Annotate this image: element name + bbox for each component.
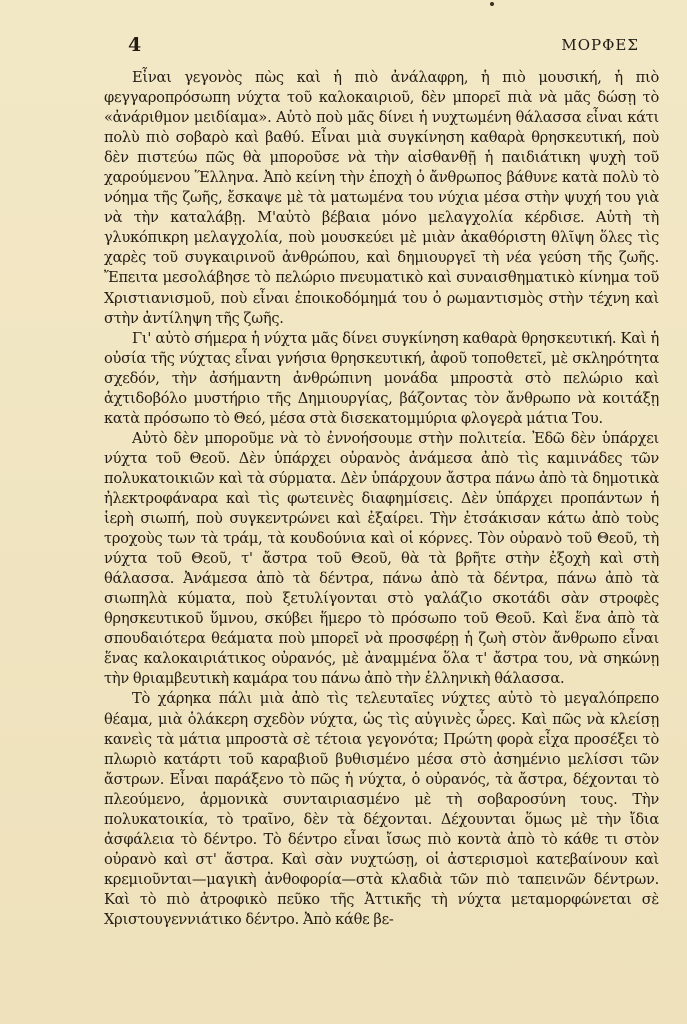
print-speck xyxy=(490,2,494,6)
paragraph-1: Εἶναι γεγονὸς πὼς καὶ ἡ πιὸ ἀνάλαφρη, ἡ πιὸ μουσική, ἡ πιὸ φεγγαροπρόσωπη νύχτα τοῦ καλοκαιριοῦ, δὲν μπορεῖ πιὰ νὰ μᾶς δώσῃ τὸ «ἀνάριθμον μειδίαμα». Αὐτὸ ποὺ μᾶς δίνει ἡ νυχτωμένη θάλασσα εἶναι κάτι πολὺ πιὸ σοβαρὸ καὶ βαθύ. Εἶναι μιὰ συγκίνηση καθαρὰ θρησκευτική, ποὺ δὲν πιστεύω πῶς θὰ μποροῦσε νὰ τὴν αἰσθανθῇ ἡ παιδιάτικη ψυχὴ τοῦ χαρούμενου Ἕλληνα. Ἀπὸ κείνη τὴν ἐποχὴ ὁ ἄνθρωπος βάθυνε κατὰ πολὺ τὸ νόημα τῆς ζωῆς, ἔσκαψε μὲ τὰ ματωμένα του νύχια μέσα στὴν ψυχή του γιὰ νὰ τὴν καταλάβῃ. Μ'αὐτὸ βέβαια μόνο μελαγχολία κέρδισε. Αὐτὴ τὴ γλυκόπικρη μελαγχολία, ποὺ μουσκεύει μὲ μιὰν ἀκαθόριστη θλῖψη ὅλες τὶς χαρὲς τοῦ συγκαιρινοῦ ἀνθρώπου, καὶ δημιουργεῖ τὴ νέα γεύση τῆς ζωῆς. Ἔπειτα μεσολάβησε τὸ πελώριο πνευματικὸ καὶ συναισθηματικὸ κίνημα τοῦ Χριστιανισμοῦ, ποὺ εἶναι ἐποικοδόμημά του ὁ ρωμαντισμὸς στὴν τέχνη καὶ στὴν ἀντίληψη τῆς ζωῆς. xyxy=(104,69,659,327)
body-text xyxy=(104,68,659,930)
paragraph-2: Γι' αὐτὸ σήμερα ἡ νύχτα μᾶς δίνει συγκίνηση καθαρὰ θρησκευτική. Καὶ ἡ οὐσία τῆς νύχτας εἶναι γνήσια θρησκευτική, ἀφοῦ τοποθετεῖ, μὲ σκληρότητα σχεδόν, τὴν ἀσήμαντη ἀνθρώπινη μονάδα μπροστὰ στὸ πελώριο καὶ ἀχτιδοβόλο μυστήριο τῆς Δημιουργίας, βάζοντας τὸν ἄνθρωπο νὰ κοιτάξῃ κατὰ πρόσωπο τὸ Θεό, μέσα στὰ δισεκατομμύρια φλογερὰ μάτια Του. xyxy=(104,329,659,427)
page-number: 4 xyxy=(128,34,142,56)
paragraph-4: Τὸ χάρηκα πάλι μιὰ ἀπὸ τὶς τελευταῖες νύχτες αὐτὸ τὸ μεγαλόπρεπο θέαμα, μιὰ ὁλάκερη σχεδὸν νύχτα, ὡς τὶς αὐγινὲς ὧρες. Καὶ πῶς νὰ κλείσῃ κανεὶς τὰ μάτια μπροστὰ σὲ τέτοια γεγονότα; Πρώτη φορὰ εἶχα προσέξει τὸ πλωριὸ κατάρτι τοῦ καραβιοῦ βυθισμένο μέσα στὸ ἀσημένιο μελίσσι τῶν ἄστρων. Εἶναι παράξενο τὸ πῶς ἡ νύχτα, ὁ οὐρανός, τὰ ἄστρα, δέχονται τὸ πλεούμενο, ἁρμονικὰ συνταιριασμένο μὲ τὴ σοβαροσύνη τους. Τὴν πολυκατοικία, τὸ τραῖνο, δὲν τὰ δέχονται. Δέχουνται ὅμως μὲ τὴν ἴδια ἀσφάλεια τὸ δέντρο. Τὸ δέντρο εἶναι ἴσως πιὸ κοντὰ ἀπὸ τὸ κάθε τι στὸν οὐρανὸ καὶ στ' ἄστρα. Καὶ σὰν νυχτώσῃ, οἱ ἀστερισμοὶ κατεβαίνουν καὶ κρεμιοῦνται—μαγικὴ ἀνθοφορία—στὰ κλαδιὰ τῶν πιὸ ταπεινῶν δέντρων. Καὶ τὸ πιὸ ἀτροφικὸ πεῦκο τῆς Ἀττικῆς τὴ νύχτα μεταμορφώνεται σὲ Χριστουγεννιάτικο δέντρο. Ἀπὸ κάθε βε- xyxy=(104,690,659,928)
running-title: ΜΟΡΦΕΣ xyxy=(561,36,639,54)
page-header xyxy=(128,34,639,58)
paragraph-3: Αὐτὸ δὲν μποροῦμε νὰ τὸ ἐννοήσουμε στὴν πολιτεία. Ἐδῶ δὲν ὑπάρχει νύχτα τοῦ Θεοῦ. Δὲν ὑπάρχει οὐρανὸς ἀνάμεσα ἀπὸ τὶς καμινάδες τῶν πολυκατοικιῶν καὶ τὰ σύρματα. Δὲν ὑπάρχουν ἄστρα πάνω ἀπὸ τὰ δημοτικὰ ἠλεκτροφάναρα καὶ τὶς φωτεινὲς διαφημίσεις. Δὲν ὑπάρχει προπάντων ἡ ἱερὴ σιωπή, ποὺ συγκεντρώνει καὶ ἐξαίρει. Τὴν ἐτσάκισαν κάτω ἀπὸ τοὺς τροχοὺς των τὰ τράμ, τὰ κουδούνια καὶ οἱ κόρνες. Τὸν οὐρανὸ τοῦ Θεοῦ, τὴ νύχτα τοῦ Θεοῦ, τ' ἄστρα τοῦ Θεοῦ, θὰ τὰ βρῆτε στὴν ἐξοχὴ καὶ στὴ θάλασσα. Ἀνάμεσα ἀπὸ τὰ δέντρα, πάνω ἀπὸ τὰ δέντρα, πάνω ἀπὸ τὰ σιωπηλὰ κύματα, ποὺ ξετυλίγονται στὸ γαλάζιο σκοτάδι σὰν στροφὲς θρησκευτικοῦ ὕμνου, σκύβει ἥμερο τὸ πρόσωπο τοῦ Θεοῦ. Καὶ ἕνα ἀπὸ τὰ σπουδαιότερα θεάματα ποὺ μπορεῖ νὰ προσφέρῃ ἡ ζωὴ στὸν ἄνθρωπο εἶναι ἕνας καλοκαιριάτικος οὐρανός, μὲ ἀναμμένα ὅλα τ' ἄστρα του, νὰ σηκώνῃ τὴν θριαμβευτικὴ καμάρα του πάνω ἀπὸ τὴν ἑλληνικὴ θάλασσα. xyxy=(104,429,659,688)
